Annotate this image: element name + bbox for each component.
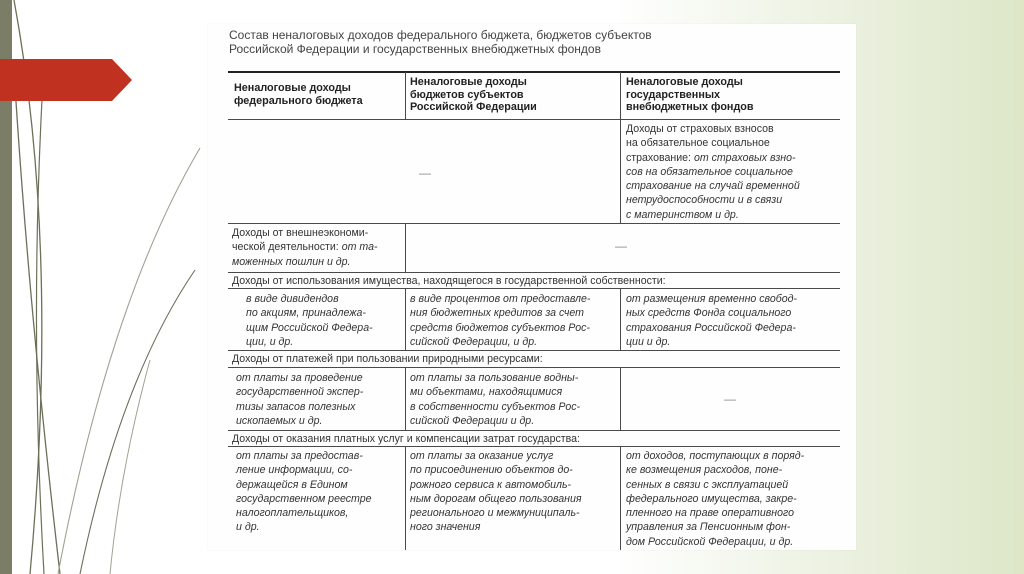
cell-text: ческой деятельности: [232, 241, 342, 254]
header-text: внебюджетных фондов [626, 101, 754, 113]
cell-text: ции, и др. [246, 335, 294, 348]
cell-text: от размещения временно свобод- [626, 293, 797, 305]
cell-text: средств бюджетов субъектов Рос- [410, 321, 590, 334]
cell-text: Доходы от страховых взносов [626, 123, 774, 135]
row-rule [228, 430, 840, 431]
cell-text-mixed [626, 151, 800, 165]
cell-text: федерального имущества, закре- [626, 492, 797, 505]
row-rule [228, 223, 840, 224]
cell-text: по акциям, принадлежа- [246, 307, 366, 320]
cell-road-service-connection [410, 449, 582, 535]
cell-text: налогоплательщиков, [236, 507, 349, 520]
col-rule [405, 368, 406, 430]
col-rule [405, 447, 406, 550]
cell-text: ление информации, со- [236, 464, 353, 477]
header-text: бюджетов субъектов [410, 88, 524, 101]
col-rule [405, 289, 406, 350]
cell-text: пленного на праве оперативного [626, 507, 794, 520]
cell-text: с материнством и др. [626, 208, 739, 221]
caption-line-2: Российской Федерации и государственных внебюджетных фондов [229, 42, 601, 56]
cell-text: в виде дивидендов [246, 293, 339, 305]
cell-water-use-fees [410, 371, 580, 428]
col-rule [620, 289, 621, 350]
cell-text: сийской Федерации и др. [410, 414, 535, 427]
table-top-rule [228, 71, 840, 73]
cell-text: страхование на случай временной [626, 180, 800, 193]
cell-text: от платы за оказание услуг [410, 450, 554, 462]
col-rule [620, 368, 621, 430]
header-bottom-rule [228, 119, 840, 120]
header-text: Неналоговые доходы [410, 76, 527, 88]
cell-text: по присоединению объектов до- [410, 464, 573, 477]
cell-text: и др. [236, 521, 260, 534]
cell-text-mixed [232, 240, 378, 254]
caption-line-1: Состав неналоговых доходов федерального бюджета, бюджетов субъектов [229, 28, 652, 42]
header-text: Неналоговые доходы [234, 82, 351, 94]
cell-text: ным дорогам общего пользования [410, 492, 582, 505]
row-rule [228, 367, 840, 368]
cell-text: держащейся в Едином [236, 478, 348, 491]
cell-text: на обязательное социальное [626, 137, 770, 150]
section-heading-property: Доходы от использования имущества, находящегося в государственной собственности: [232, 275, 666, 287]
cell-text: государственном реестре [236, 492, 372, 505]
cell-text: ных средств Фонда социального [626, 307, 792, 320]
empty-cell-dash: — [724, 392, 736, 406]
cell-text: от платы за пользование водны- [410, 372, 579, 384]
cell-text: регионального и межмуниципаль- [410, 507, 580, 520]
col-rule [620, 72, 621, 120]
col-rule [620, 447, 621, 550]
cell-text: ископаемых и др. [236, 414, 323, 427]
cell-text: щим Российской Федера- [246, 321, 373, 334]
cell-text: в собственности субъектов Рос- [410, 400, 581, 413]
col-rule [405, 224, 406, 272]
cell-text: от платы за предостав- [236, 450, 363, 462]
cell-text: от доходов, поступающих в поряд- [626, 450, 805, 462]
red-arrow-shape [0, 59, 132, 101]
cell-text: сов на обязательное социальное [626, 165, 793, 178]
cell-text: сенных в связи с эксплуатацией [626, 478, 789, 491]
header-text: Российской Федерации [410, 101, 537, 113]
row-rule [228, 350, 840, 351]
cell-taxpayer-registry-info [236, 449, 372, 535]
cell-text: ке возмещения расходов, поне- [626, 464, 783, 477]
cell-free-funds-placement [626, 292, 797, 349]
section-heading-paid-services: Доходы от оказания платных услуг и компенсации затрат государства: [232, 433, 580, 445]
row-rule [228, 272, 840, 273]
header-col-regional [410, 76, 537, 114]
header-text: государственных [626, 88, 721, 101]
col-rule [620, 120, 621, 223]
cell-text: страхование: [626, 151, 694, 164]
cell-budget-credit-interest [410, 292, 590, 349]
cell-text: тизы запасов полезных [236, 400, 356, 413]
cell-text: государственной экспер- [236, 386, 364, 399]
cell-text: в виде процентов от предоставле- [410, 293, 591, 305]
section-heading-natural-resources: Доходы от платежей при пользовании природными ресурсами: [232, 353, 543, 365]
cell-expense-reimbursement [626, 449, 804, 549]
cell-text: управления за Пенсионным фон- [626, 521, 791, 534]
cell-text: ми объектами, находящимися [410, 386, 563, 399]
header-text: Неналоговые доходы [626, 76, 743, 88]
col-rule [405, 72, 406, 120]
cell-text: от та- [341, 241, 378, 254]
cell-text: от страховых взно- [693, 151, 796, 164]
cell-text: рожного сервиса к автомобиль- [410, 478, 572, 491]
cell-text: сийской Федерации, и др. [410, 335, 538, 348]
cell-text: ного значения [410, 521, 481, 534]
cell-text: моженных пошлин и др. [232, 255, 351, 268]
cell-text: от платы за проведение [236, 372, 363, 384]
cell-dividends [246, 292, 373, 349]
header-text: федерального бюджета [234, 94, 363, 107]
empty-cell-dash: — [419, 166, 431, 180]
cell-insurance-contributions [626, 122, 800, 222]
cell-text: ния бюджетных кредитов за счет [410, 307, 585, 320]
header-col-federal [234, 82, 363, 107]
cell-foreign-trade [232, 226, 378, 269]
cell-mineral-expertise [236, 371, 363, 428]
cell-text: ции и др. [626, 335, 671, 348]
cell-text: нетрудоспособности и в связи [626, 194, 783, 207]
cell-text: Доходы от внешнеэкономи- [232, 227, 369, 239]
cell-text: страхования Российской Федера- [626, 321, 796, 334]
empty-cell-dash: — [615, 239, 627, 253]
header-col-funds [626, 76, 754, 114]
cell-text: дом Российской Федерации, и др. [626, 535, 794, 548]
table-caption [229, 28, 679, 56]
